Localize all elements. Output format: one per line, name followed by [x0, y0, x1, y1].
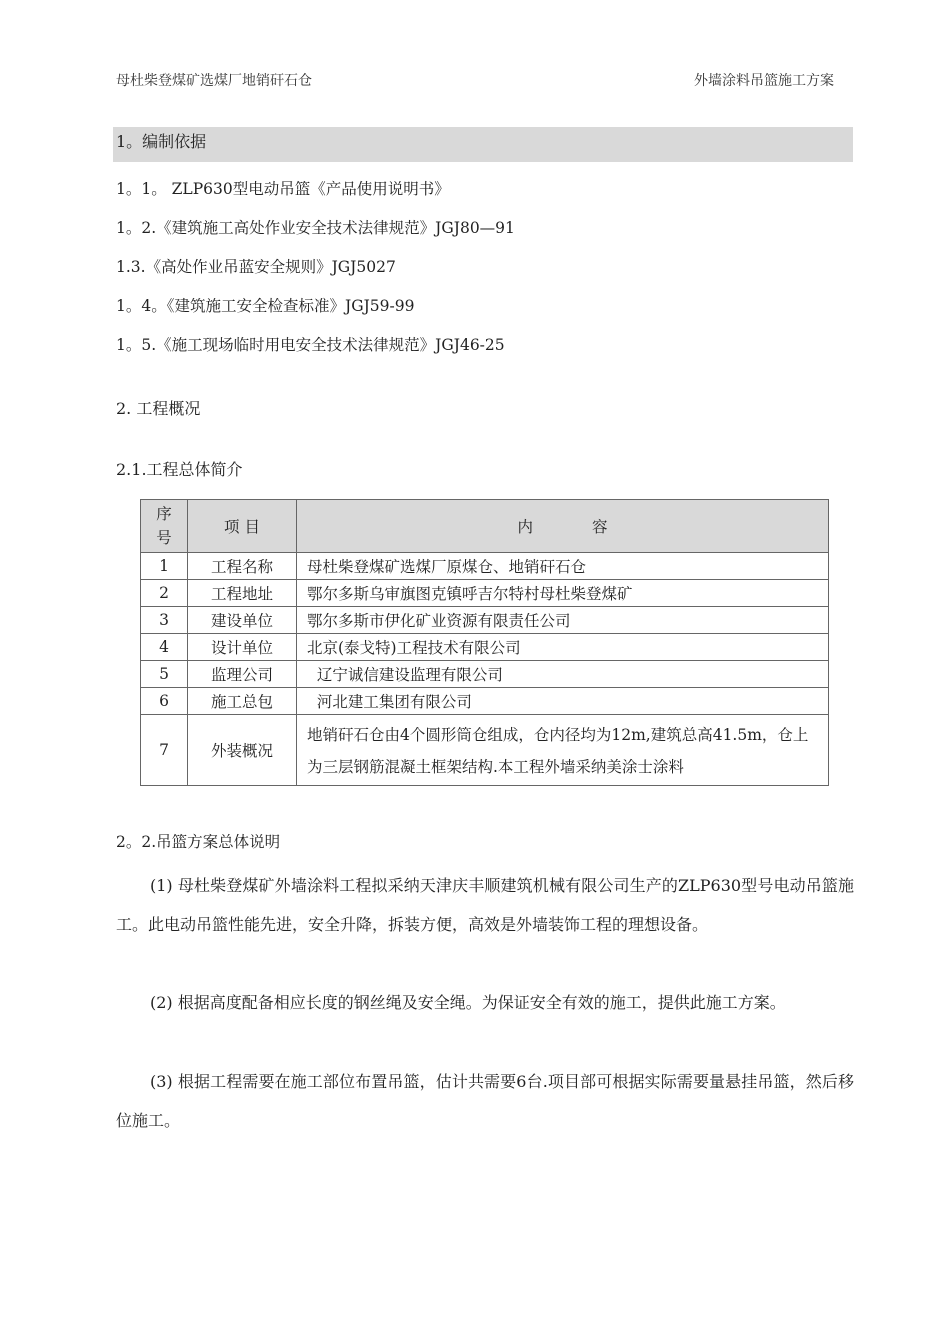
header-project-name: 母杜柴登煤矿选煤厂地销矸石仓 [116, 73, 312, 89]
cell-item: 监理公司 [188, 661, 297, 688]
cell-no: 6 [141, 688, 188, 715]
cell-content: 母杜柴登煤矿选煤厂原煤仓、地销矸石仓 [297, 553, 829, 580]
cell-no: 1 [141, 553, 188, 580]
cell-content: 鄂尔多斯市伊化矿业资源有限责任公司 [297, 607, 829, 634]
cell-no: 4 [141, 634, 188, 661]
header-doc-title: 外墙涂料吊篮施工方案 [694, 73, 834, 89]
cell-content: 鄂尔多斯乌审旗图克镇呼吉尔特村母杜柴登煤矿 [297, 580, 829, 607]
cell-content: 辽宁诚信建设监理有限公司 [297, 661, 829, 688]
cell-content: 地销矸石仓由4个圆形筒仓组成，仓内径均为12m,建筑总高41.5m，仓上为三层钢筋混凝土框架结构.本工程外墙采纳美涂士涂料 [297, 715, 829, 786]
project-overview-table [140, 499, 829, 786]
header-item: 项 目 [188, 500, 297, 553]
plan-paragraph-text: (1) 母杜柴登煤矿外墙涂料工程拟采纳天津庆丰顺建筑机械有限公司生产的ZLP630型号电动吊篮施工。此电动吊篮性能先进，安全升降，拆装方便，高效是外墙装饰工程的理想设备。 [116, 876, 854, 934]
subsection-heading-plan: 2。2.吊篮方案总体说明 [116, 833, 281, 851]
section-heading-basis: 1。编制依据 [113, 127, 853, 162]
basis-item: 1。4。《建筑施工安全检查标准》JGJ59-99 [116, 297, 415, 315]
cell-item: 工程地址 [188, 580, 297, 607]
cell-content: 河北建工集团有限公司 [297, 688, 829, 715]
basis-item: 1.3.《高处作业吊蓝安全规则》JGJ5027 [116, 258, 396, 276]
table-row [141, 688, 829, 715]
plan-paragraph [116, 1062, 854, 1140]
basis-item: 1。1。 ZLP630型电动吊篮《产品使用说明书》 [116, 180, 450, 198]
cell-item: 设计单位 [188, 634, 297, 661]
basis-item: 1。2.《建筑施工高处作业安全技术法律规范》JGJ80—91 [116, 219, 515, 237]
table-header-row [141, 500, 829, 553]
cell-item: 建设单位 [188, 607, 297, 634]
cell-no: 2 [141, 580, 188, 607]
section-heading-overview: 2. 工程概况 [116, 399, 201, 418]
header-no: 序号 [141, 500, 188, 553]
cell-content: 北京(泰戈特)工程技术有限公司 [297, 634, 829, 661]
table-row [141, 580, 829, 607]
table-row [141, 661, 829, 688]
table-row [141, 634, 829, 661]
plan-paragraph [116, 866, 854, 944]
table-row [141, 553, 829, 580]
cell-item: 外装概况 [188, 715, 297, 786]
cell-no: 7 [141, 715, 188, 786]
cell-no: 3 [141, 607, 188, 634]
cell-item: 工程名称 [188, 553, 297, 580]
header-content: 内 容 [297, 500, 829, 553]
plan-paragraph [116, 983, 854, 1022]
table-row [141, 715, 829, 786]
subsection-heading-summary: 2.1.工程总体简介 [116, 460, 243, 479]
table-row [141, 607, 829, 634]
basis-item: 1。5.《施工现场临时用电安全技术法律规范》JGJ46-25 [116, 336, 505, 354]
plan-paragraph-text: (2) 根据高度配备相应长度的钢丝绳及安全绳。为保证安全有效的施工，提供此施工方案。 [150, 993, 786, 1012]
cell-no: 5 [141, 661, 188, 688]
plan-paragraph-text: (3) 根据工程需要在施工部位布置吊篮，估计共需要6台.项目部可根据实际需要量悬挂吊篮，然后移位施工。 [116, 1072, 854, 1130]
cell-item: 施工总包 [188, 688, 297, 715]
